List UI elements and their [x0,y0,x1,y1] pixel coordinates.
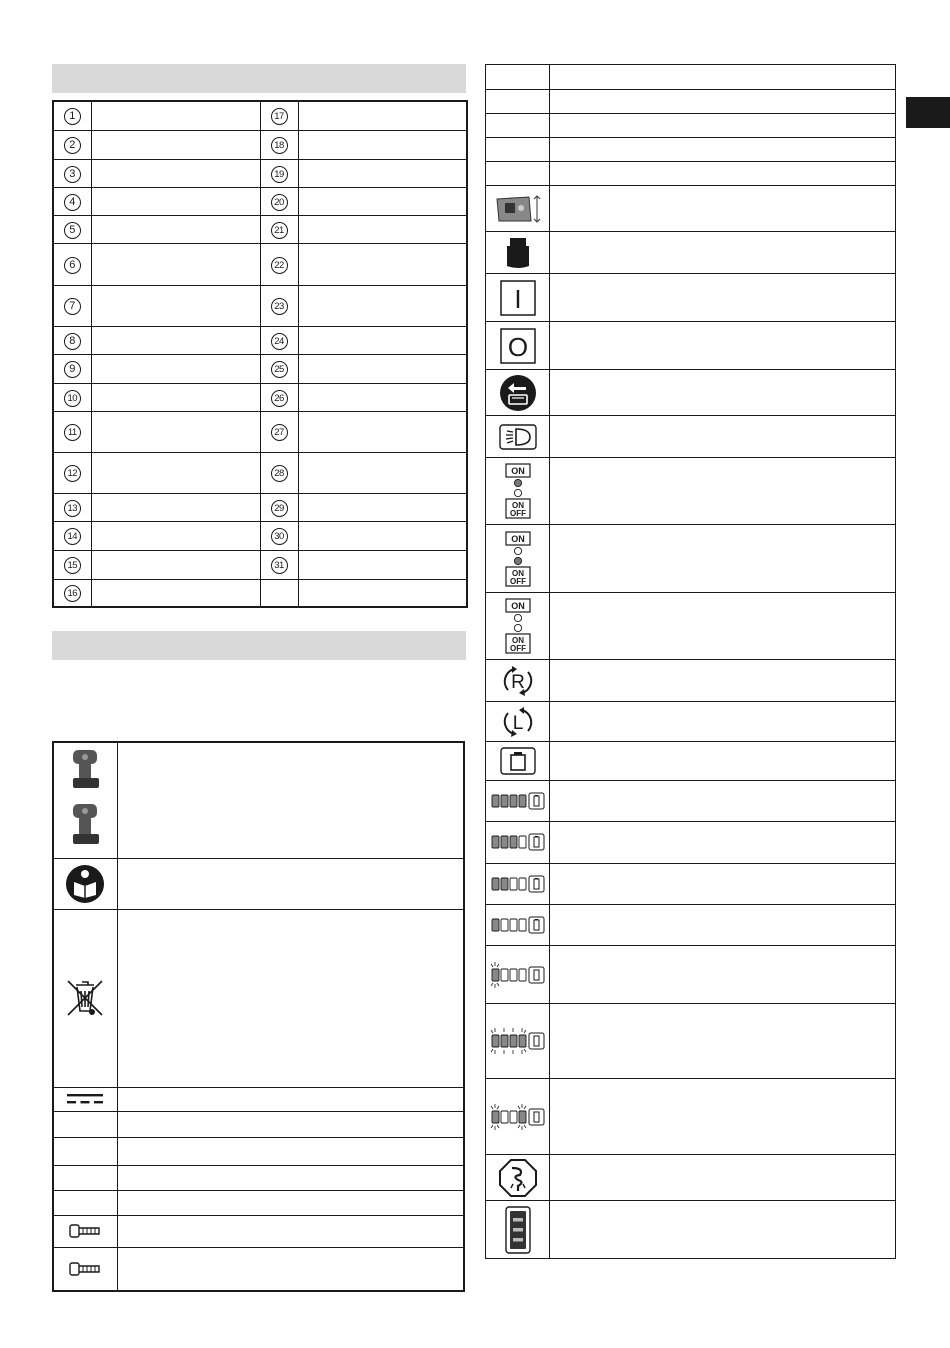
part-number: 12 [64,465,81,482]
on-label: ON [510,601,525,611]
switch-off-label: O [507,331,528,362]
symbol-description [550,593,896,660]
symbols-section-header [52,631,466,660]
part-number: 28 [271,465,288,482]
part-number: 23 [271,298,288,315]
part-name-cell [91,550,260,579]
parts-row [53,493,467,521]
part-number-cell [53,326,91,354]
part-number-cell [260,101,298,130]
symbol-cell [53,1111,117,1137]
part-name-cell [298,130,467,159]
part-number-cell [53,215,91,243]
part-name-cell [91,354,260,383]
socket-size-icon [486,186,550,232]
part-name-cell [298,285,467,326]
part-name-cell [298,326,467,354]
rotation-left-label: L [512,712,523,734]
part-number-cell [260,326,298,354]
symbol-cell [53,1165,117,1190]
part-name-cell [91,411,260,452]
part-name-cell [91,452,260,493]
part-name-cell [91,215,260,243]
part-number-cell [53,579,91,607]
symbol-cell [486,114,550,138]
part-name-cell [91,521,260,550]
switch-on-icon [486,274,550,322]
symbols-table-left [52,741,465,1292]
part-number: 17 [271,108,288,125]
part-number-cell [260,383,298,411]
symbol-description [550,1155,896,1201]
part-number-cell [53,521,91,550]
symbol-description [117,1111,464,1137]
part-number-cell [260,285,298,326]
parts-row [53,326,467,354]
part-number: 29 [271,500,288,517]
part-number: 14 [64,528,81,545]
part-number-cell [53,493,91,521]
part-name-cell [91,493,260,521]
symbol-cell [486,162,550,186]
battery-level-2-icon [486,864,550,905]
part-name-cell [298,493,467,521]
rotation-left-icon [486,702,550,742]
page-tab-marker [906,97,950,128]
symbol-cell [486,90,550,114]
parts-row [53,187,467,215]
part-number-cell [260,493,298,521]
socket-icon [486,232,550,274]
part-number: 16 [64,585,81,602]
screw-bolt-icon [53,1215,117,1247]
battery-icon [486,742,550,781]
parts-row [53,215,467,243]
part-number: 1 [64,108,81,125]
part-number: 26 [271,390,288,407]
part-number: 10 [64,390,81,407]
part-number-cell [260,187,298,215]
switch-off-icon [486,322,550,370]
part-number: 15 [64,557,81,574]
parts-row [53,354,467,383]
part-number-cell [260,159,298,187]
on-label: ON [510,466,525,476]
part-name-cell [298,243,467,285]
symbol-description [550,162,896,186]
part-name-cell [298,159,467,187]
part-number: 11 [64,424,81,441]
part-name-cell [91,579,260,607]
on-off-label-line2: OFF [509,644,526,653]
symbol-cell [486,65,550,90]
battery-level-blink-1-icon [486,946,550,1004]
part-number: 9 [64,361,81,378]
part-name-cell [298,452,467,493]
symbol-description [550,65,896,90]
parts-row [53,411,467,452]
symbol-description [550,525,896,593]
symbol-description [550,1201,896,1259]
part-number-cell [53,101,91,130]
battery-release-icon [486,370,550,416]
symbol-cell [53,1190,117,1215]
symbol-description [117,1087,464,1111]
switch-on-label: I [513,283,522,314]
part-number-cell [53,354,91,383]
part-name-cell [91,326,260,354]
battery-level-1-icon [486,905,550,946]
part-name-cell [91,243,260,285]
part-number: 8 [64,333,81,350]
part-number: 31 [271,557,288,574]
on-off-label-line2: OFF [509,576,526,586]
parts-row [53,159,467,187]
on-label: ON [510,533,525,544]
part-number: 5 [64,222,81,239]
parts-row [53,101,467,130]
light-mode-off-icon [486,593,550,660]
parts-row [53,452,467,493]
part-number: 25 [271,361,288,378]
part-number-cell [53,285,91,326]
symbol-description [550,864,896,905]
read-manual-icon [53,858,117,909]
symbol-description [550,232,896,274]
symbol-description [117,1165,464,1190]
symbol-description [550,138,896,162]
parts-row [53,130,467,159]
parts-row [53,243,467,285]
part-name-cell [91,187,260,215]
part-number-cell [260,550,298,579]
parts-row [53,383,467,411]
part-number: 4 [64,194,81,211]
symbol-description [550,90,896,114]
symbol-description [550,322,896,370]
symbol-description [550,1079,896,1155]
symbol-description [550,946,896,1004]
impact-wrench-product-icon [53,742,117,858]
rotation-right-icon [486,660,550,702]
part-number: 21 [271,222,288,239]
part-name-cell [298,354,467,383]
symbol-description [117,742,464,858]
part-name-cell [298,411,467,452]
part-name-cell [91,285,260,326]
part-number-cell [260,354,298,383]
on-off-label-line1: ON [511,636,524,645]
battery-level-blink-alternating-icon [486,1079,550,1155]
symbol-description [117,1247,464,1291]
part-name-cell [91,383,260,411]
part-number-cell [260,243,298,285]
part-name-cell [298,521,467,550]
symbol-description [550,458,896,525]
symbol-description [550,186,896,232]
direct-current-icon [53,1087,117,1111]
part-number: 20 [271,194,288,211]
part-name-cell [91,101,260,130]
part-name-cell [298,383,467,411]
part-name-cell [91,130,260,159]
symbol-description [550,742,896,781]
part-number: 6 [64,257,81,274]
part-number-cell [53,452,91,493]
parts-row [53,550,467,579]
part-number-cell [53,411,91,452]
on-off-label-line2: OFF [509,509,526,518]
symbol-description [117,858,464,909]
battery-level-4-icon [486,781,550,822]
symbol-description [550,1004,896,1079]
symbol-description [550,370,896,416]
part-name-cell [298,550,467,579]
symbol-description [550,660,896,702]
part-number: 2 [64,137,81,154]
symbol-description [550,905,896,946]
part-number-cell [53,159,91,187]
part-number: 18 [271,137,288,154]
symbol-description [550,822,896,864]
symbols-table-right [485,64,896,1259]
symbol-cell [53,1137,117,1165]
rotation-right-label: R [510,671,525,693]
battery-level-blink-all-icon [486,1004,550,1079]
part-number-cell [260,130,298,159]
screw-bolt-long-icon [53,1247,117,1291]
part-number-cell [53,550,91,579]
part-number-cell [260,521,298,550]
part-number-cell [260,579,298,607]
symbol-description [550,274,896,322]
part-name-cell [91,159,260,187]
part-number-cell [260,452,298,493]
part-number: 3 [64,166,81,183]
part-number: 27 [271,424,288,441]
light-mode-on-off-icon [486,525,550,593]
symbol-description [550,114,896,138]
part-name-cell [298,187,467,215]
parts-row [53,285,467,326]
part-name-cell [298,101,467,130]
symbol-description [550,702,896,742]
parts-list-table [52,100,468,608]
on-off-label-line1: ON [511,501,524,510]
part-number-cell [53,383,91,411]
light-mode-on-icon [486,458,550,525]
part-number: 13 [64,500,81,517]
symbol-description [117,909,464,1087]
part-number: 22 [271,257,288,274]
part-name-cell [298,215,467,243]
part-number-cell [260,411,298,452]
part-number-cell [260,215,298,243]
crossed-bin-weee-icon [53,909,117,1087]
symbol-description [550,781,896,822]
part-name-cell [298,579,467,607]
part-number-cell [53,130,91,159]
part-number-cell [53,243,91,285]
impact-mode-icon [486,1155,550,1201]
part-number: 19 [271,166,288,183]
mode-indicator-icon [486,1201,550,1259]
part-number: 24 [271,333,288,350]
on-off-label-line1: ON [511,568,524,578]
parts-row [53,579,467,607]
symbol-description [117,1215,464,1247]
symbol-description [550,416,896,458]
light-icon [486,416,550,458]
symbol-description [117,1190,464,1215]
part-number: 7 [64,298,81,315]
parts-section-header [52,64,466,93]
battery-level-3-icon [486,822,550,864]
part-number: 30 [271,528,288,545]
parts-row [53,521,467,550]
part-number-cell [53,187,91,215]
symbol-description [117,1137,464,1165]
symbol-cell [486,138,550,162]
